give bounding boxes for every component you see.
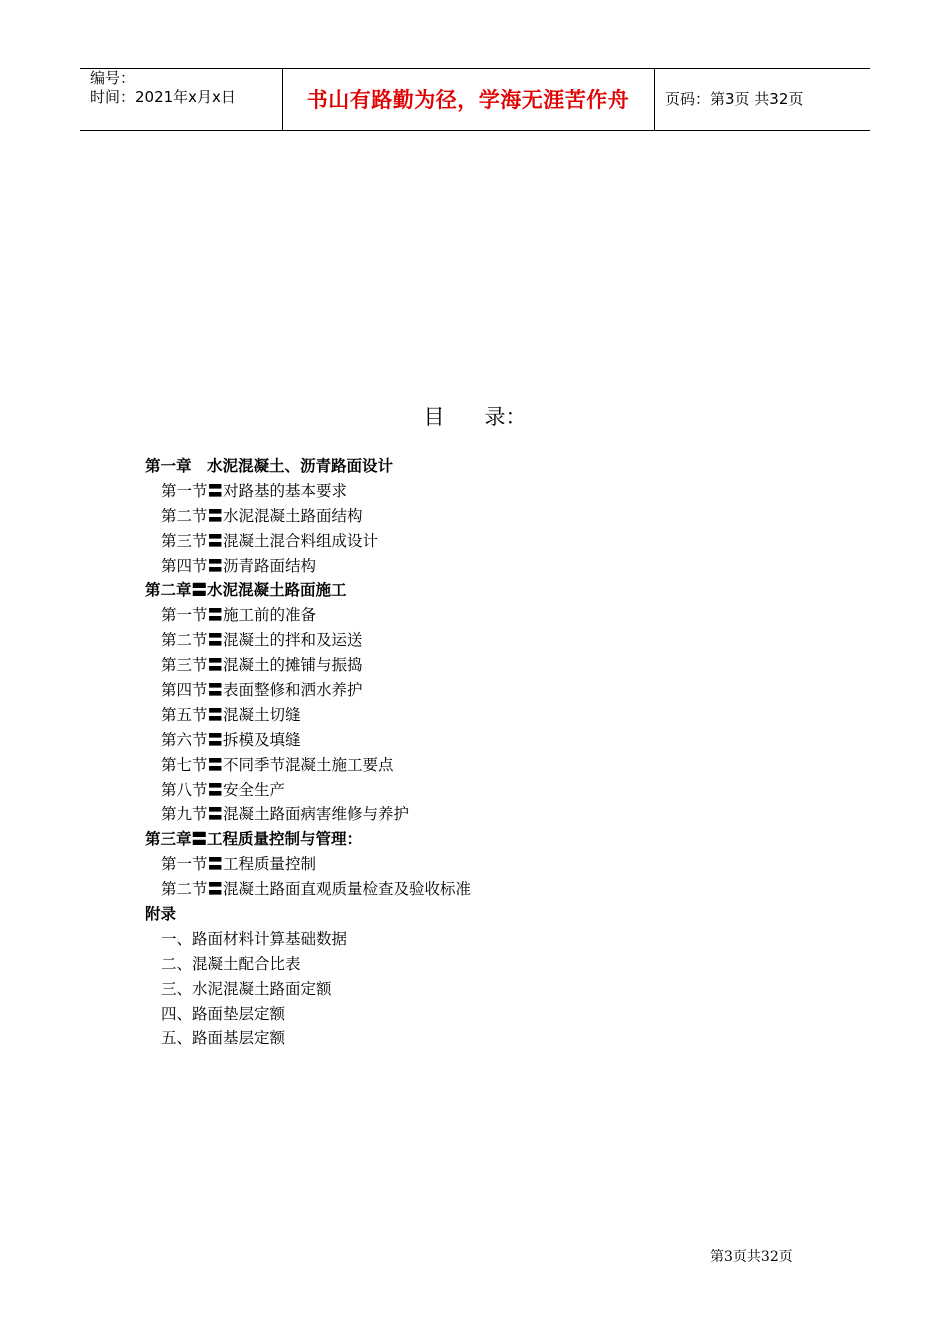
toc-section-entry: 第三节〓混凝土混合料组成设计	[161, 531, 379, 550]
toc-chapter-entry: 第三章〓工程质量控制与管理：	[145, 830, 363, 849]
toc-section-entry: 第五节〓混凝土切缝	[161, 705, 301, 724]
toc-section-entry: 第八节〓安全生产	[161, 780, 286, 799]
toc-section-entry: 第四节〓表面整修和洒水养护	[161, 681, 363, 700]
toc-section-entry: 四、路面垫层定额	[161, 1004, 286, 1023]
toc-section-entry: 第七节〓不同季节混凝土施工要点	[161, 755, 394, 774]
header-motto-cell	[282, 69, 655, 130]
toc-chapter-entry: 第二章〓水泥混凝土路面施工	[145, 581, 347, 600]
toc-section-entry: 三、水泥混凝土路面定额	[161, 979, 332, 998]
toc-section-entry: 第四节〓沥青路面结构	[161, 556, 317, 575]
toc-section-entry: 第二节〓混凝土的拌和及运送	[161, 631, 363, 650]
toc-section-entry: 第九节〓混凝土路面病害维修与养护	[161, 805, 410, 824]
header-meta-cell	[80, 69, 283, 130]
toc-title-left: 目	[423, 405, 445, 429]
header-page-info: 页码：第3页 共32页	[665, 90, 804, 108]
toc-section-entry: 二、混凝土配合比表	[161, 954, 301, 973]
toc-chapter-entry: 第一章 水泥混凝土、沥青路面设计	[145, 457, 394, 475]
toc-section-entry: 五、路面基层定额	[161, 1029, 286, 1048]
toc-section-entry: 第三节〓混凝土的摊铺与振捣	[161, 656, 363, 675]
table-of-contents	[145, 454, 471, 1051]
header-page-cell	[655, 69, 870, 130]
toc-section-entry: 一、路面材料计算基础数据	[161, 929, 348, 948]
toc-section-entry: 第六节〓拆模及填缝	[161, 730, 301, 749]
toc-section-entry: 第一节〓工程质量控制	[161, 855, 317, 874]
toc-title	[0, 402, 950, 432]
document-date-label: 时间：2021年x月x日	[90, 88, 236, 106]
toc-section-entry: 第一节〓施工前的准备	[161, 606, 317, 625]
toc-chapter-entry: 附录	[145, 905, 177, 924]
toc-section-entry: 第一节〓对路基的基本要求	[161, 481, 348, 500]
page-footer-number: 第3页共32页	[710, 1249, 793, 1265]
toc-title-right: 录：	[484, 405, 527, 429]
header-motto: 书山有路勤为径，学海无涯苦作舟	[306, 88, 630, 112]
page-header	[80, 68, 870, 131]
toc-section-entry: 第二节〓水泥混凝土路面结构	[161, 506, 363, 525]
document-number-label: 编号：	[90, 69, 136, 87]
toc-section-entry: 第二节〓混凝土路面直观质量检查及验收标准	[161, 880, 472, 899]
